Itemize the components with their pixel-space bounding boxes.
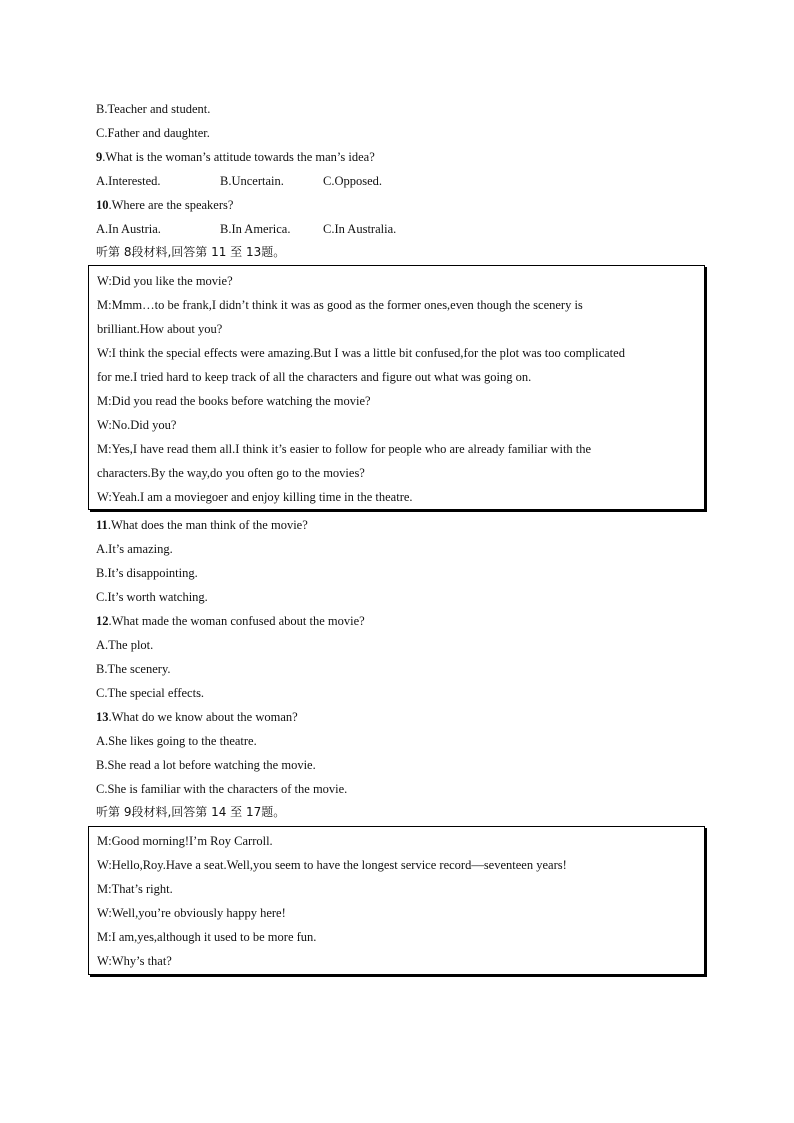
dialogue-line: W:Why’s that?	[97, 954, 172, 968]
dialogue-line: M:Yes,I have read them all.I think it’s easier to follow for people who are already familiar with the	[97, 442, 592, 456]
question-number: 13	[96, 710, 109, 724]
dialogue-line: brilliant.How about you?	[97, 322, 223, 336]
option-line: C.Father and daughter.	[96, 126, 210, 140]
dialogue-line: W:I think the special effects were amazing.But I was a little bit confused,for the plot was too complicated	[97, 346, 625, 360]
option-line: B.Teacher and student.	[96, 102, 211, 116]
option-a: A.In Austria.	[96, 222, 161, 236]
dialogue-line: W:Did you like the movie?	[97, 274, 233, 288]
question-13	[96, 709, 298, 725]
question-text: .What does the man think of the movie?	[107, 518, 308, 532]
option-a: A.She likes going to the theatre.	[96, 734, 257, 748]
option-c: C.She is familiar with the characters of the movie.	[96, 782, 348, 796]
option-b: B.It’s disappointing.	[96, 566, 198, 580]
option-b: B.Uncertain.	[220, 174, 284, 188]
question-text: .What do we know about the woman?	[108, 710, 298, 724]
question-number: 12	[96, 614, 109, 628]
question-text: .What is the woman’s attitude towards the man’s idea?	[102, 150, 375, 164]
option-c: C.It’s worth watching.	[96, 590, 208, 604]
dialogue-line: W:No.Did you?	[97, 418, 177, 432]
dialogue-line: characters.By the way,do you often go to the movies?	[97, 466, 365, 480]
question-text: .Where are the speakers?	[108, 198, 234, 212]
option-b: B.In America.	[220, 222, 291, 236]
dialogue-line: M:Mmm…to be frank,I didn’t think it was as good as the former ones,even though the scenery is	[97, 298, 583, 312]
option-c: C.In Australia.	[323, 222, 397, 236]
option-a: A.The plot.	[96, 638, 154, 652]
question-number: 11	[96, 518, 108, 532]
option-c: C.The special effects.	[96, 686, 205, 700]
dialogue-line: for me.I tried hard to keep track of all the characters and figure out what was going on.	[97, 370, 532, 384]
question-12	[96, 613, 365, 629]
section-heading-9: 听第 9段材料,回答第 14 至 17题。	[96, 805, 286, 819]
option-a: A.Interested.	[96, 174, 161, 188]
question-9	[96, 149, 375, 165]
dialogue-line: W:Well,you’re obviously happy here!	[97, 906, 286, 920]
dialogue-line: M:I am,yes,although it used to be more fun.	[97, 930, 317, 944]
option-b: B.She read a lot before watching the movie.	[96, 758, 316, 772]
question-number: 9	[96, 150, 103, 164]
question-number: 10	[96, 198, 109, 212]
option-c: C.Opposed.	[323, 174, 383, 188]
dialogue-line: M:Good morning!I’m Roy Carroll.	[97, 834, 273, 848]
dialogue-line: W:Yeah.I am a moviegoer and enjoy killing time in the theatre.	[97, 490, 413, 504]
question-text: .What made the woman confused about the movie?	[108, 614, 365, 628]
dialogue-box-9	[88, 826, 705, 975]
option-a: A.It’s amazing.	[96, 542, 173, 556]
option-b: B.The scenery.	[96, 662, 171, 676]
question-11	[96, 517, 308, 533]
dialogue-line: M:That’s right.	[97, 882, 173, 896]
question-10	[96, 197, 233, 213]
dialogue-box-8	[88, 265, 705, 510]
dialogue-line: M:Did you read the books before watching the movie?	[97, 394, 371, 408]
section-heading-8: 听第 8段材料,回答第 11 至 13题。	[96, 245, 286, 259]
dialogue-line: W:Hello,Roy.Have a seat.Well,you seem to have the longest service record—seventeen years!	[97, 858, 567, 872]
